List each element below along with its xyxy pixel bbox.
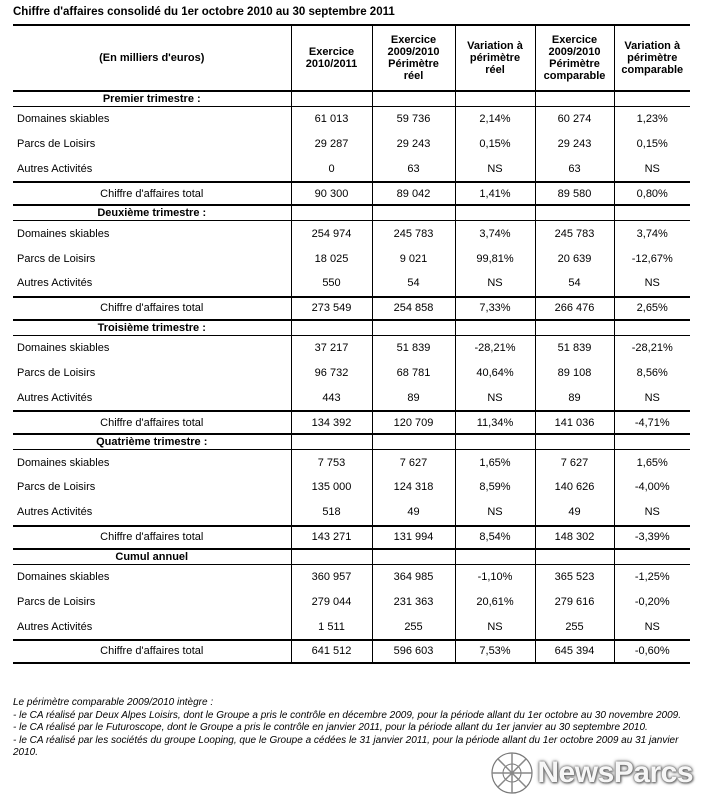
table-cell: 60 274	[535, 107, 614, 132]
section-title-spacer	[535, 320, 614, 336]
table-cell: 54	[372, 271, 455, 297]
table-cell: 2,14%	[455, 107, 535, 132]
table-row	[13, 385, 690, 411]
total-cell: -3,39%	[614, 526, 690, 549]
table-cell: 3,74%	[614, 221, 690, 246]
total-cell: 7,53%	[455, 640, 535, 663]
total-row	[13, 297, 690, 320]
section-title: Deuxième trimestre :	[13, 205, 291, 221]
table-cell: 51 839	[535, 335, 614, 360]
table-cell: 29 287	[291, 132, 372, 157]
section-title-spacer	[614, 205, 690, 221]
footnote-intro: Le périmètre comparable 2009/2010 intègre :	[13, 697, 214, 708]
table-cell: 245 783	[535, 221, 614, 246]
row-label: Parcs de Loisirs	[17, 252, 96, 265]
table-cell: 279 044	[291, 589, 372, 614]
section-title-spacer	[614, 320, 690, 336]
section-header-row	[13, 205, 690, 221]
total-row	[13, 526, 690, 549]
total-row	[13, 411, 690, 434]
section-title-spacer	[535, 434, 614, 450]
table-body	[13, 91, 690, 663]
table-row	[13, 361, 690, 386]
table-row	[13, 500, 690, 526]
table-row	[13, 335, 690, 360]
row-label: Domaines skiables	[17, 227, 110, 240]
row-label: Autres Activités	[17, 620, 93, 633]
section-header-row	[13, 434, 690, 450]
total-cell: 1,41%	[455, 182, 535, 205]
table-cell: NS	[614, 157, 690, 183]
table-cell: 135 000	[291, 475, 372, 500]
table-cell: 99,81%	[455, 246, 535, 271]
table-cell: 140 626	[535, 475, 614, 500]
total-cell: 143 271	[291, 526, 372, 549]
total-cell: 0,80%	[614, 182, 690, 205]
table-cell: 20,61%	[455, 589, 535, 614]
table-cell: 96 732	[291, 361, 372, 386]
section-title: Premier trimestre :	[13, 91, 291, 107]
total-cell: 266 476	[535, 297, 614, 320]
total-label: Chiffre d'affaires total	[13, 640, 291, 663]
table-cell: 8,59%	[455, 475, 535, 500]
total-cell: -4,71%	[614, 411, 690, 434]
total-label: Chiffre d'affaires total	[13, 297, 291, 320]
table-cell: 365 523	[535, 564, 614, 589]
table-cell: 7 627	[535, 450, 614, 475]
total-row	[13, 640, 690, 663]
total-cell: 89 580	[535, 182, 614, 205]
table-row	[13, 271, 690, 297]
table-cell: -0,20%	[614, 589, 690, 614]
total-cell: 2,65%	[614, 297, 690, 320]
newsparcs-watermark	[489, 750, 693, 796]
section-title-spacer	[291, 91, 372, 107]
table-row	[13, 132, 690, 157]
table-cell: 89	[535, 385, 614, 411]
table-cell: -4,00%	[614, 475, 690, 500]
table-cell: 89	[372, 385, 455, 411]
section-title-spacer	[372, 320, 455, 336]
table-cell: NS	[455, 157, 535, 183]
table-cell: 29 243	[535, 132, 614, 157]
table-cell: 40,64%	[455, 361, 535, 386]
table-cell: 550	[291, 271, 372, 297]
table-cell: -28,21%	[614, 335, 690, 360]
total-label: Chiffre d'affaires total	[13, 411, 291, 434]
table-row	[13, 475, 690, 500]
total-cell: 254 858	[372, 297, 455, 320]
table-cell: 59 736	[372, 107, 455, 132]
total-cell: 11,34%	[455, 411, 535, 434]
header-exercice-2009-2010-reel: Exercice 2009/2010 Périmètre réel	[372, 25, 455, 91]
section-title-spacer	[291, 549, 372, 565]
section-header-row	[13, 91, 690, 107]
section-title-spacer	[455, 320, 535, 336]
table-row	[13, 589, 690, 614]
table-cell: 51 839	[372, 335, 455, 360]
section-title-spacer	[291, 434, 372, 450]
section-header-row	[13, 549, 690, 565]
total-cell: 89 042	[372, 182, 455, 205]
table-cell: NS	[614, 271, 690, 297]
table-cell: NS	[455, 614, 535, 640]
table-cell: 7 627	[372, 450, 455, 475]
row-label: Autres Activités	[17, 506, 93, 519]
table-cell: 63	[372, 157, 455, 183]
table-cell: 20 639	[535, 246, 614, 271]
section-title-spacer	[455, 91, 535, 107]
row-label: Domaines skiables	[17, 342, 110, 355]
table-cell: 54	[535, 271, 614, 297]
row-label: Parcs de Loisirs	[17, 481, 96, 494]
total-cell: 645 394	[535, 640, 614, 663]
table-cell: 279 616	[535, 589, 614, 614]
total-cell: 148 302	[535, 526, 614, 549]
table-cell: NS	[455, 500, 535, 526]
table-cell: -1,25%	[614, 564, 690, 589]
table-cell: 29 243	[372, 132, 455, 157]
table-cell: 254 974	[291, 221, 372, 246]
total-cell: 134 392	[291, 411, 372, 434]
table-cell: 1,65%	[614, 450, 690, 475]
watermark-text: NewsParcs	[537, 756, 693, 789]
table-row	[13, 614, 690, 640]
total-cell: 641 512	[291, 640, 372, 663]
table-cell: 89 108	[535, 361, 614, 386]
total-cell: -0,60%	[614, 640, 690, 663]
table-cell: 18 025	[291, 246, 372, 271]
row-label: Parcs de Loisirs	[17, 595, 96, 608]
table-row	[13, 564, 690, 589]
table-cell: -12,67%	[614, 246, 690, 271]
table-cell: 63	[535, 157, 614, 183]
header-variation-reel: Variation à périmètre réel	[455, 25, 535, 91]
table-cell: NS	[455, 271, 535, 297]
revenue-table	[13, 24, 690, 664]
total-cell: 141 036	[535, 411, 614, 434]
table-cell: 124 318	[372, 475, 455, 500]
table-cell: 68 781	[372, 361, 455, 386]
table-cell: 0,15%	[455, 132, 535, 157]
total-label: Chiffre d'affaires total	[13, 182, 291, 205]
table-cell: 245 783	[372, 221, 455, 246]
table-row	[13, 157, 690, 183]
table-cell: 443	[291, 385, 372, 411]
table-cell: 0	[291, 157, 372, 183]
section-title-spacer	[372, 91, 455, 107]
section-title-spacer	[535, 549, 614, 565]
row-label: Domaines skiables	[17, 113, 110, 126]
table-cell: -28,21%	[455, 335, 535, 360]
table-cell: NS	[455, 385, 535, 411]
table-cell: 0,15%	[614, 132, 690, 157]
table-row	[13, 107, 690, 132]
section-title-spacer	[614, 91, 690, 107]
section-title-spacer	[291, 320, 372, 336]
table-header-row	[13, 25, 690, 91]
section-title-spacer	[455, 205, 535, 221]
total-row	[13, 182, 690, 205]
section-title: Troisième trimestre :	[13, 320, 291, 336]
section-title-spacer	[455, 549, 535, 565]
section-header-row	[13, 320, 690, 336]
section-title: Quatrième trimestre :	[13, 434, 291, 450]
table-cell: NS	[614, 614, 690, 640]
table-cell: NS	[614, 385, 690, 411]
section-title: Cumul annuel	[13, 549, 291, 565]
row-label: Autres Activités	[17, 162, 93, 175]
table-cell: 231 363	[372, 589, 455, 614]
row-label: Autres Activités	[17, 277, 93, 290]
section-title-spacer	[614, 434, 690, 450]
section-title-spacer	[372, 434, 455, 450]
row-label: Parcs de Loisirs	[17, 366, 96, 379]
table-cell: 49	[372, 500, 455, 526]
header-variation-comparable: Variation à périmètre comparable	[614, 25, 690, 91]
table-cell: 7 753	[291, 450, 372, 475]
table-cell: NS	[614, 500, 690, 526]
table-cell: 61 013	[291, 107, 372, 132]
total-cell: 90 300	[291, 182, 372, 205]
table-cell: 255	[535, 614, 614, 640]
header-exercice-2009-2010-comparable: Exercice 2009/2010 Périmètre comparable	[535, 25, 614, 91]
table-cell: 1,23%	[614, 107, 690, 132]
section-title-spacer	[614, 549, 690, 565]
table-row	[13, 246, 690, 271]
table-cell: 1,65%	[455, 450, 535, 475]
total-cell: 131 994	[372, 526, 455, 549]
footnote-item: - le CA réalisé par Deux Alpes Loisirs, dont le Groupe a pris le contrôle en décembre 2009, pour la période allant du 1er octobre au 30 novembre 2009.	[13, 709, 681, 721]
footnote-item: - le CA réalisé par le Futuroscope, dont le Groupe a pris le contrôle en janvier 2011, pour la période allant du 1er janvier au 30 septembre 2010.	[13, 722, 648, 734]
section-title-spacer	[291, 205, 372, 221]
table-row	[13, 221, 690, 246]
header-exercice-2010-2011: Exercice 2010/2011	[291, 25, 372, 91]
section-title-spacer	[455, 434, 535, 450]
table-cell: 518	[291, 500, 372, 526]
total-cell: 273 549	[291, 297, 372, 320]
row-label: Parcs de Loisirs	[17, 138, 96, 151]
row-label: Domaines skiables	[17, 456, 110, 469]
table-cell: 1 511	[291, 614, 372, 640]
row-label: Autres Activités	[17, 391, 93, 404]
total-cell: 596 603	[372, 640, 455, 663]
total-cell: 8,54%	[455, 526, 535, 549]
table-cell: 37 217	[291, 335, 372, 360]
table-row	[13, 450, 690, 475]
total-cell: 120 709	[372, 411, 455, 434]
section-title-spacer	[372, 205, 455, 221]
section-title-spacer	[535, 205, 614, 221]
total-label: Chiffre d'affaires total	[13, 526, 291, 549]
table-cell: 9 021	[372, 246, 455, 271]
section-title-spacer	[535, 91, 614, 107]
table-cell: 364 985	[372, 564, 455, 589]
table-cell: -1,10%	[455, 564, 535, 589]
table-cell: 49	[535, 500, 614, 526]
newsparcs-logo-icon	[489, 750, 535, 796]
section-title-spacer	[372, 549, 455, 565]
table-cell: 8,56%	[614, 361, 690, 386]
row-label: Domaines skiables	[17, 570, 110, 583]
footnote-item: - le CA réalisé par les sociétés du groupe Looping, que le Groupe a cédées le 31 janvier 2011, pour la période allant du 1er octobre 2009 au 31 janvier 2010.	[13, 734, 679, 759]
table-cell: 3,74%	[455, 221, 535, 246]
table-cell: 255	[372, 614, 455, 640]
header-unit: (En milliers d'euros)	[13, 25, 291, 91]
total-cell: 7,33%	[455, 297, 535, 320]
document-title: Chiffre d'affaires consolidé du 1er octobre 2010 au 30 septembre 2011	[13, 6, 395, 18]
table-cell: 360 957	[291, 564, 372, 589]
